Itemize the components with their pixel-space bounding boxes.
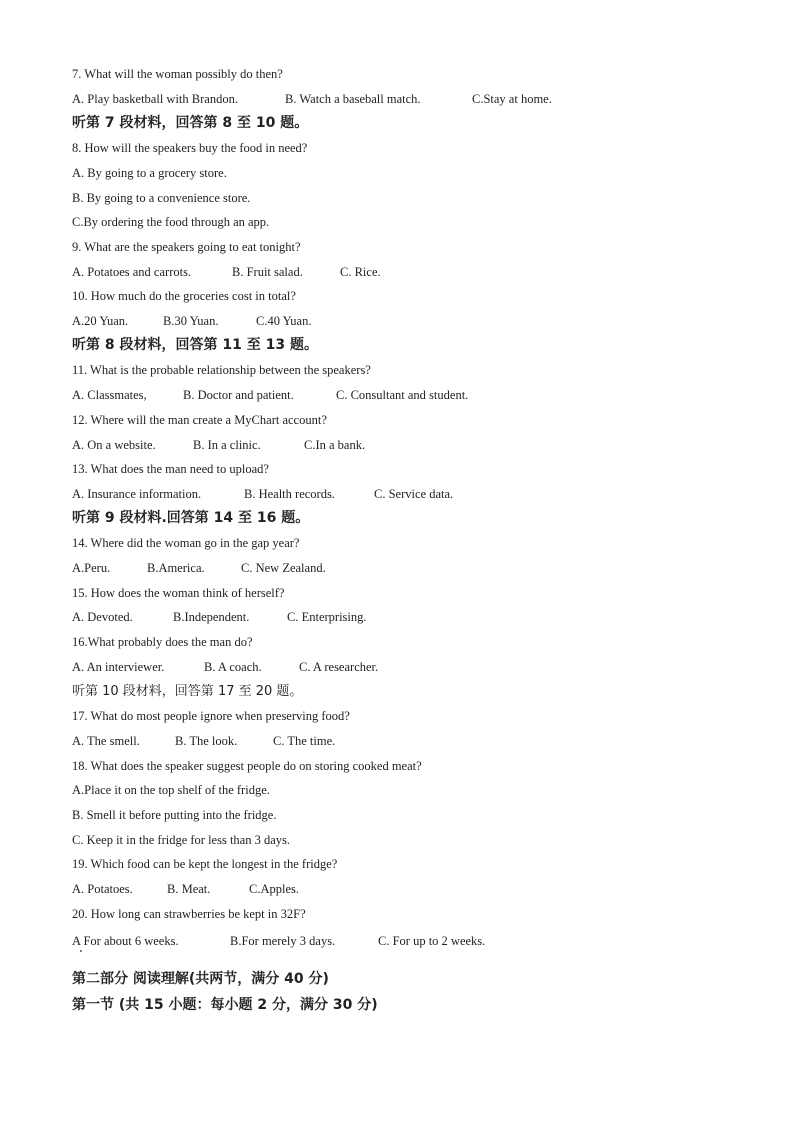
answer-option: A. On a website. <box>72 438 156 452</box>
answer-option: C. The time. <box>273 734 336 748</box>
answer-option: A. An interviewer. <box>72 660 165 674</box>
answer-option: B.30 Yuan. <box>163 314 219 328</box>
question-text: 7. What will the woman possibly do then? <box>72 67 283 81</box>
question-text: 9. What are the speakers going to eat tonight? <box>72 240 301 254</box>
question-text: 17. What do most people ignore when preserving food? <box>72 709 350 723</box>
answer-option: C.In a bank. <box>304 438 366 452</box>
answer-option: A.Peru. <box>72 561 111 575</box>
answer-option: A. Insurance information. <box>72 487 202 501</box>
answer-option: B.For merely 3 days. <box>230 934 336 948</box>
section-heading: 听第 10 段材料，回答第 17 至 20 题。 <box>72 684 303 699</box>
option-line: C. Keep it in the fridge for less than 3 days. <box>72 833 291 847</box>
question-text: 20. How long can strawberries be kept in 32F? <box>72 907 306 921</box>
question-text: 10. How much do the groceries cost in total? <box>72 289 296 303</box>
answer-option: C.40 Yuan. <box>256 314 312 328</box>
option-line: A. By going to a grocery store. <box>72 166 227 180</box>
answer-option: C. For up to 2 weeks. <box>378 934 486 948</box>
answer-option: B.Independent. <box>173 610 250 624</box>
answer-option: A.20 Yuan. <box>72 314 129 328</box>
section-heading: 听第 8 段材料，回答第 11 至 13 题。 <box>72 337 318 353</box>
answer-option: B. Doctor and patient. <box>183 388 294 402</box>
option-line: B. By going to a convenience store. <box>72 191 251 205</box>
stray-dot <box>80 950 82 952</box>
answer-option: A. Potatoes. <box>72 882 133 896</box>
option-line: B. Smell it before putting into the fridge. <box>72 808 277 822</box>
answer-option: C. A researcher. <box>299 660 379 674</box>
question-text: 15. How does the woman think of herself? <box>72 586 285 600</box>
answer-option: C. Rice. <box>340 265 381 279</box>
answer-option: A. Play basketball with Brandon. <box>72 92 238 106</box>
answer-option: C.Stay at home. <box>472 92 552 106</box>
question-text: 13. What does the man need to upload? <box>72 462 269 476</box>
section-heading: 听第 9 段材料.回答第 14 至 16 题。 <box>72 510 310 526</box>
answer-option: B. In a clinic. <box>193 438 261 452</box>
answer-option: A. Potatoes and carrots. <box>72 265 192 279</box>
answer-option: C. New Zealand. <box>241 561 326 575</box>
answer-option: A. Devoted. <box>72 610 133 624</box>
answer-option: B. Health records. <box>244 487 335 501</box>
answer-option: B.America. <box>147 561 205 575</box>
answer-option: C. Enterprising. <box>287 610 367 624</box>
answer-option: A For about 6 weeks. <box>72 934 179 948</box>
question-text: 19. Which food can be kept the longest in the fridge? <box>72 857 338 871</box>
answer-option: A. The smell. <box>72 734 140 748</box>
answer-option: B. Fruit salad. <box>232 265 303 279</box>
question-text: 14. Where did the woman go in the gap year? <box>72 536 300 550</box>
answer-option: B. The look. <box>175 734 238 748</box>
answer-option: C. Consultant and student. <box>336 388 469 402</box>
section-heading: 听第 7 段材料，回答第 8 至 10 题。 <box>72 115 309 131</box>
section-heading: 第一节 (共 15 小题：每小题 2 分，满分 30 分) <box>72 997 378 1013</box>
question-text: 16.What probably does the man do? <box>72 635 253 649</box>
question-text: 11. What is the probable relationship between the speakers? <box>72 363 371 377</box>
answer-option: B. Watch a baseball match. <box>285 92 421 106</box>
answer-option: C. Service data. <box>374 487 454 501</box>
question-text: 8. How will the speakers buy the food in need? <box>72 141 308 155</box>
question-text: 12. Where will the man create a MyChart account? <box>72 413 327 427</box>
answer-option: B. Meat. <box>167 882 211 896</box>
answer-option: C.Apples. <box>249 882 299 896</box>
option-line: A.Place it on the top shelf of the fridge. <box>72 783 270 797</box>
section-heading: 第二部分 阅读理解(共两节，满分 40 分) <box>72 971 329 987</box>
answer-option: A. Classmates, <box>72 388 147 402</box>
question-text: 18. What does the speaker suggest people do on storing cooked meat? <box>72 759 422 773</box>
option-line: C.By ordering the food through an app. <box>72 215 270 229</box>
answer-option: B. A coach. <box>204 660 262 674</box>
